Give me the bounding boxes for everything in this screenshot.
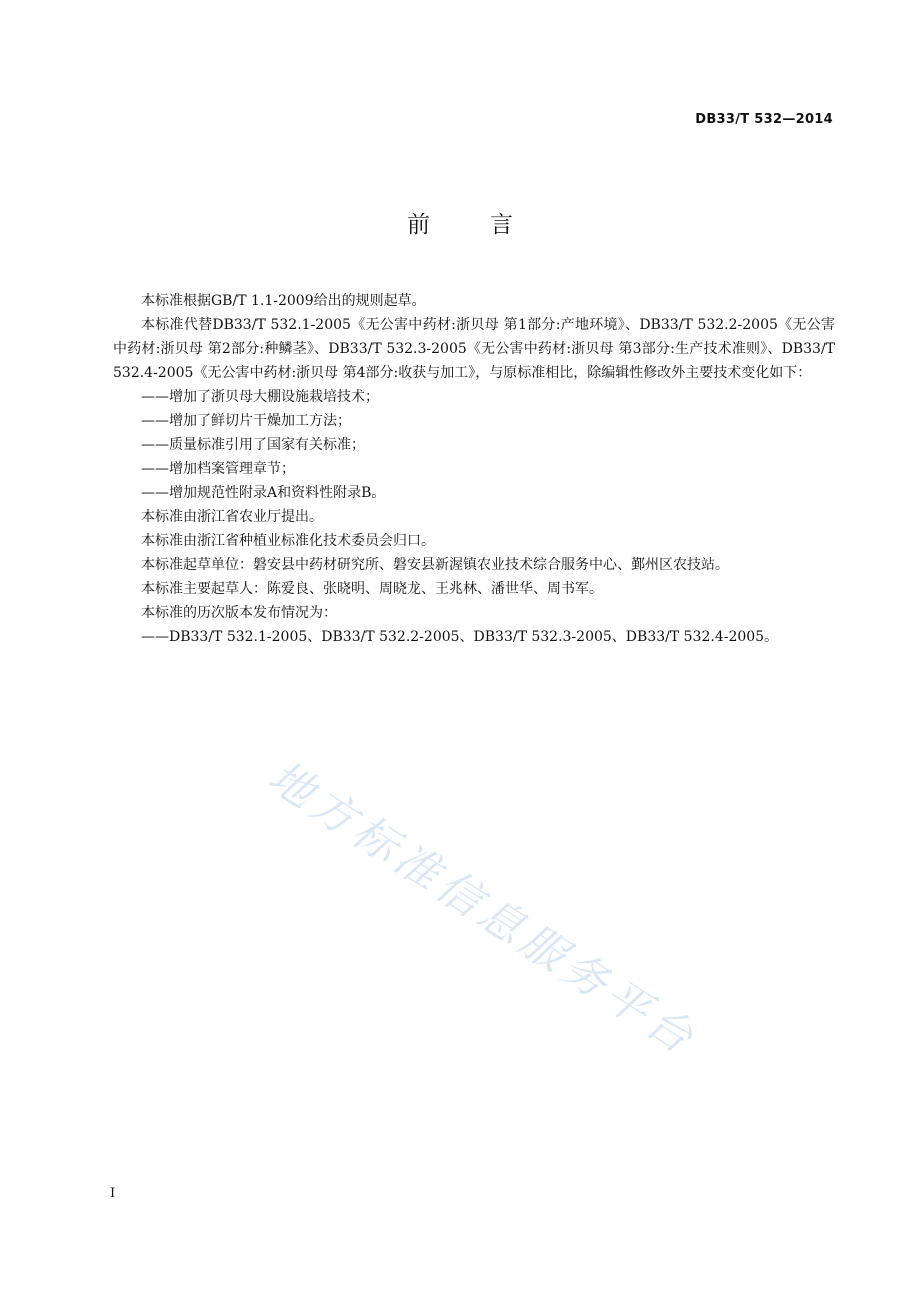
- version-history-item: ——DB33/T 532.1-2005、DB33/T 532.2-2005、DB33/T 532.3-2005、DB33/T 532.4-2005。: [141, 629, 779, 645]
- change-item: ——增加档案管理章节；: [141, 461, 295, 477]
- page-title: 前言: [407, 212, 573, 238]
- paragraph-drafters: 本标准主要起草人：陈爱良、张晓明、周晓龙、王兆林、潘世华、周书军。: [141, 581, 603, 597]
- paragraph-proposer: 本标准由浙江省农业厅提出。: [141, 509, 323, 525]
- paragraph-drafting-rules: 本标准根据GB/T 1.1-2009给出的规则起草。: [141, 293, 426, 309]
- watermark: 地方标准信息服务平台: [258, 751, 707, 1067]
- change-item: ——增加了浙贝母大棚设施栽培技术；: [141, 389, 379, 405]
- page-number: I: [110, 1186, 116, 1201]
- paragraph-version-history: 本标准的历次版本发布情况为：: [141, 605, 337, 621]
- paragraph-drafting-units: 本标准起草单位：磐安县中药材研究所、磐安县新渥镇农业技术综合服务中心、鄞州区农技站。: [141, 557, 729, 573]
- foreword-body: [113, 289, 835, 649]
- change-item: ——增加规范性附录A和资料性附录B。: [141, 485, 386, 501]
- standard-code: DB33/T 532—2014: [695, 112, 833, 127]
- paragraph-replacement-notice: 本标准代替DB33/T 532.1-2005《无公害中药材:浙贝母 第1部分:产地环境》、DB33/T 532.2-2005《无公害中药材:浙贝母 第2部分:种鳞茎》、DB33/T 532.3-2005《无公害中药材:浙贝母 第3部分:生产技术准则》、DB33/T 532.4-2005《无公害中药材:浙贝母 第4部分:收获与加工》，与原标准相比，除编辑性修改外主要技术变化如下：: [113, 317, 835, 381]
- change-item: ——质量标准引用了国家有关标准；: [141, 437, 365, 453]
- change-item: ——增加了鲜切片干燥加工方法；: [141, 413, 351, 429]
- paragraph-committee: 本标准由浙江省种植业标准化技术委员会归口。: [141, 533, 435, 549]
